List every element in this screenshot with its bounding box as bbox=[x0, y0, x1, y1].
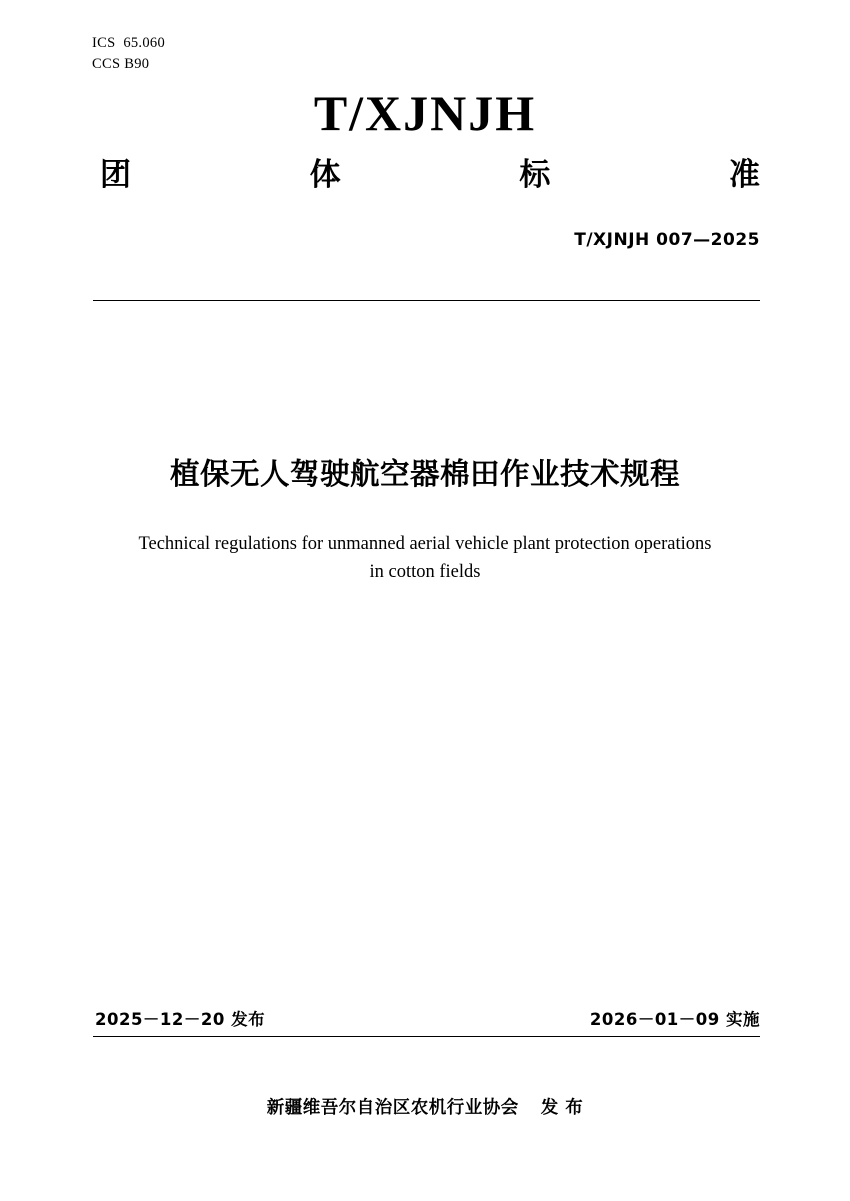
ics-code: ICS 65.060 bbox=[92, 35, 165, 51]
page-subtitle bbox=[130, 530, 720, 586]
standard-type-label bbox=[100, 158, 760, 192]
standard-type-char-3: 标 bbox=[519, 157, 551, 193]
page-subtitle-line-1: Technical regulations for unmanned aerial vehicle plant protection operations bbox=[138, 534, 712, 554]
publisher-line bbox=[0, 1094, 850, 1119]
publisher-action: 发 布 bbox=[540, 1098, 584, 1118]
issue-date: 2025－12－20 发布 bbox=[95, 1010, 266, 1029]
standard-type-char-2: 体 bbox=[309, 157, 341, 193]
date-row bbox=[95, 1006, 760, 1030]
divider-top bbox=[93, 300, 760, 301]
divider-bottom bbox=[93, 1036, 760, 1037]
classification-codes bbox=[92, 33, 165, 75]
standard-type-char-1: 团 bbox=[100, 157, 131, 193]
publisher-name: 新疆维吾尔自治区农机行业协会 bbox=[266, 1098, 519, 1118]
page-subtitle-line-2: in cotton fields bbox=[369, 562, 481, 582]
page-title: 植保无人驾驶航空器棉田作业技术规程 bbox=[169, 457, 680, 491]
ccs-code: CCS B90 bbox=[92, 56, 150, 72]
standard-type-char-4: 准 bbox=[728, 157, 760, 193]
standard-designator: T/XJNJH bbox=[313, 85, 537, 141]
standard-number: T/XJNJH 007—2025 bbox=[574, 230, 760, 250]
implementation-date: 2026－01－09 实施 bbox=[589, 1010, 760, 1029]
